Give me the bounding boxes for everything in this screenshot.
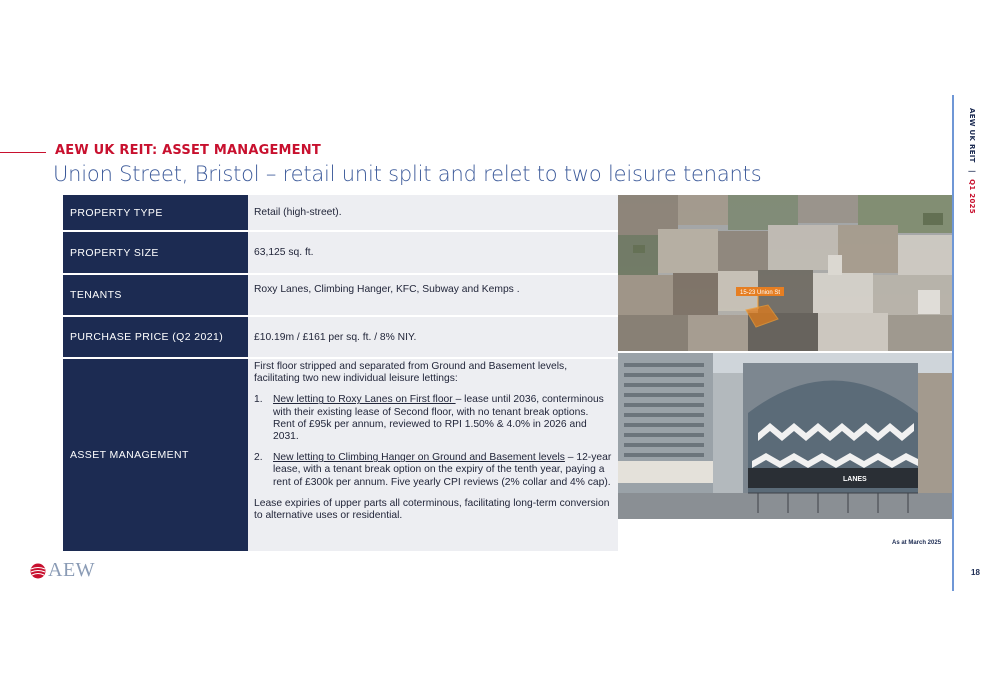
row-asset-management (63, 359, 618, 551)
aerial-label: 15-23 Union St (739, 290, 781, 296)
item-number: 2. (254, 452, 263, 464)
page-title: Union Street, Bristol – retail unit split and relet to two leisure tenants (53, 162, 762, 186)
purchase-price-label: PURCHASE PRICE (Q2 2021) (63, 317, 248, 357)
row-purchase-price (63, 317, 618, 359)
property-table (63, 195, 618, 551)
asset-management-label: ASSET MANAGEMENT (63, 359, 248, 551)
sidebar-rule (952, 95, 954, 591)
aerial-photo (618, 195, 953, 351)
sidebar-name: AEW UK REIT (968, 108, 976, 163)
street-photo (618, 353, 953, 519)
purchase-price-value: £10.19m / £161 per sq. ft. / 8% NIY. (248, 317, 618, 357)
asset-management-outro: Lease expiries of upper parts all coterminous, facilitating long-term conversion to alternative uses or residential. (254, 497, 610, 522)
header-rule (0, 152, 46, 153)
row-tenants (63, 275, 618, 317)
list-item (254, 394, 612, 443)
list-item (254, 452, 612, 489)
street-sign: LANES (843, 476, 867, 483)
item-number: 1. (254, 394, 263, 406)
aew-logo (30, 559, 95, 582)
property-size-label: PROPERTY SIZE (63, 232, 248, 273)
tenants-label: TENANTS (63, 275, 248, 315)
tenants-value: Roxy Lanes, Climbing Hanger, KFC, Subway and Kemps . (248, 275, 618, 315)
property-type-label: PROPERTY TYPE (63, 195, 248, 230)
logo-text: AEW (48, 559, 96, 581)
property-type-value: Retail (high-street). (248, 195, 618, 230)
section-kicker: AEW UK REIT: ASSET MANAGEMENT (55, 143, 321, 158)
row-property-type (63, 195, 618, 232)
item-text: – lease until 2036, conterminous with their existing lease of Second floor, with no tenant break options. Rent of £95k per annum, reviewed to RPI 1.50% & 4.0% in 2026 and 2031. (273, 394, 604, 443)
page-number: 18 (971, 568, 980, 577)
row-property-size (63, 232, 618, 275)
sidebar-label (968, 108, 976, 214)
letting-link-climbing-hanger[interactable]: New letting to Climbing Hanger on Ground and Basement levels (273, 452, 565, 464)
property-size-value: 63,125 sq. ft. (248, 232, 618, 273)
footnote: As at March 2025 (892, 540, 942, 546)
sidebar-separator: | (968, 169, 976, 173)
asset-management-value (248, 359, 618, 551)
letting-link-roxy-lanes[interactable]: New letting to Roxy Lanes on First floor (273, 394, 456, 406)
sidebar-period: Q1 2025 (968, 179, 976, 214)
logo-mark-icon (30, 563, 46, 579)
item-text: – 12-year lease, with a tenant break option on the expiry of the tenth year, paying a rent of £300k per annum. Five yearly CPI reviews (2% collar and 4% cap). (273, 452, 612, 488)
asset-management-intro: First floor stripped and separated from Ground and Basement levels, facilitating two new individual leisure lettings: (254, 361, 568, 385)
